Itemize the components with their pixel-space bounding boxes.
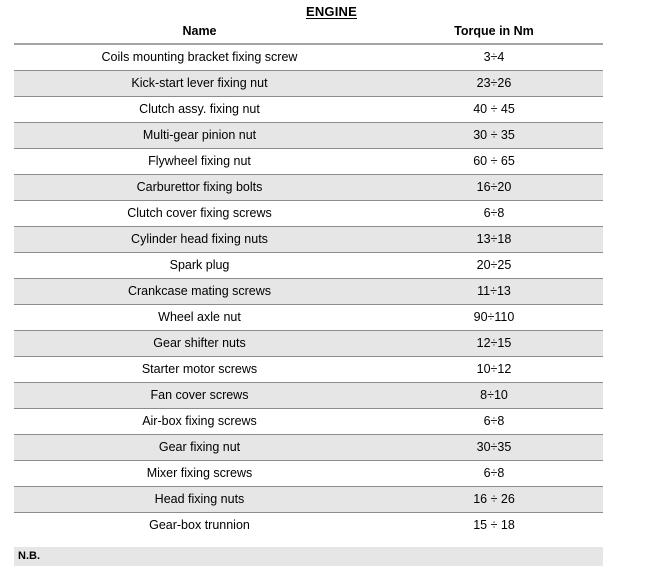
cell-torque: 15 ÷ 18 bbox=[473, 518, 515, 532]
page-title bbox=[0, 0, 663, 20]
torque-table bbox=[14, 20, 603, 538]
cell-name: Clutch cover fixing screws bbox=[14, 201, 385, 227]
table-row bbox=[14, 149, 603, 175]
column-header-torque: Torque in Nm bbox=[385, 20, 603, 44]
table-row bbox=[14, 253, 603, 279]
table-header bbox=[14, 20, 603, 44]
table-row bbox=[14, 461, 603, 487]
page-title-text: ENGINE bbox=[305, 4, 358, 19]
table-row bbox=[14, 513, 603, 539]
cell-name: Gear-box trunnion bbox=[149, 518, 250, 532]
table-row bbox=[14, 435, 603, 461]
torque-table-container bbox=[14, 20, 603, 538]
table-row bbox=[14, 44, 603, 71]
table-row bbox=[14, 123, 603, 149]
cell-torque: 16÷20 bbox=[385, 175, 603, 201]
cell-torque: 6÷8 bbox=[385, 461, 603, 487]
cell-torque: 3÷4 bbox=[385, 44, 603, 71]
cell-torque: 6÷8 bbox=[385, 201, 603, 227]
table-row bbox=[14, 97, 603, 123]
table-row bbox=[14, 227, 603, 253]
table-body bbox=[14, 44, 603, 538]
table-row bbox=[14, 201, 603, 227]
cell-torque: 16 ÷ 26 bbox=[385, 487, 603, 513]
table-row bbox=[14, 487, 603, 513]
cell-torque: 30 ÷ 35 bbox=[385, 123, 603, 149]
cell-torque: 13÷18 bbox=[385, 227, 603, 253]
cell-torque: 6÷8 bbox=[385, 409, 603, 435]
cell-name: Cylinder head fixing nuts bbox=[14, 227, 385, 253]
footnote-label: N.B. bbox=[18, 550, 40, 562]
cell-name: Clutch assy. fixing nut bbox=[14, 97, 385, 123]
cell-name: Air-box fixing screws bbox=[14, 409, 385, 435]
cell-torque: 11÷13 bbox=[385, 279, 603, 305]
table-row bbox=[14, 409, 603, 435]
cell-torque: 40 ÷ 45 bbox=[385, 97, 603, 123]
cell-torque: 90÷110 bbox=[385, 305, 603, 331]
cell-name: Spark plug bbox=[14, 253, 385, 279]
cell-name: Kick-start lever fixing nut bbox=[14, 71, 385, 97]
table-header-row bbox=[14, 20, 603, 44]
cell-name: Gear shifter nuts bbox=[14, 331, 385, 357]
cell-name: Mixer fixing screws bbox=[14, 461, 385, 487]
cell-name: Fan cover screws bbox=[14, 383, 385, 409]
cell-torque: 60 ÷ 65 bbox=[385, 149, 603, 175]
cell-name: Carburettor fixing bolts bbox=[14, 175, 385, 201]
cell-name: Gear fixing nut bbox=[14, 435, 385, 461]
cell-name: Head fixing nuts bbox=[14, 487, 385, 513]
table-row bbox=[14, 71, 603, 97]
cell-torque: 12÷15 bbox=[385, 331, 603, 357]
table-row bbox=[14, 175, 603, 201]
column-header-name: Name bbox=[14, 20, 385, 44]
cell-name: Flywheel fixing nut bbox=[14, 149, 385, 175]
cell-torque: 10÷12 bbox=[385, 357, 603, 383]
table-row bbox=[14, 357, 603, 383]
cell-torque: 23÷26 bbox=[385, 71, 603, 97]
cell-name: Coils mounting bracket fixing screw bbox=[14, 44, 385, 71]
footnote-band bbox=[14, 547, 603, 566]
cell-name: Crankcase mating screws bbox=[14, 279, 385, 305]
table-row bbox=[14, 305, 603, 331]
table-row bbox=[14, 383, 603, 409]
cell-torque: 20÷25 bbox=[385, 253, 603, 279]
cell-name: Multi-gear pinion nut bbox=[14, 123, 385, 149]
cell-torque: 8÷10 bbox=[385, 383, 603, 409]
table-row bbox=[14, 331, 603, 357]
cell-name: Starter motor screws bbox=[14, 357, 385, 383]
cell-name: Wheel axle nut bbox=[14, 305, 385, 331]
cell-torque: 30÷35 bbox=[385, 435, 603, 461]
table-row bbox=[14, 279, 603, 305]
